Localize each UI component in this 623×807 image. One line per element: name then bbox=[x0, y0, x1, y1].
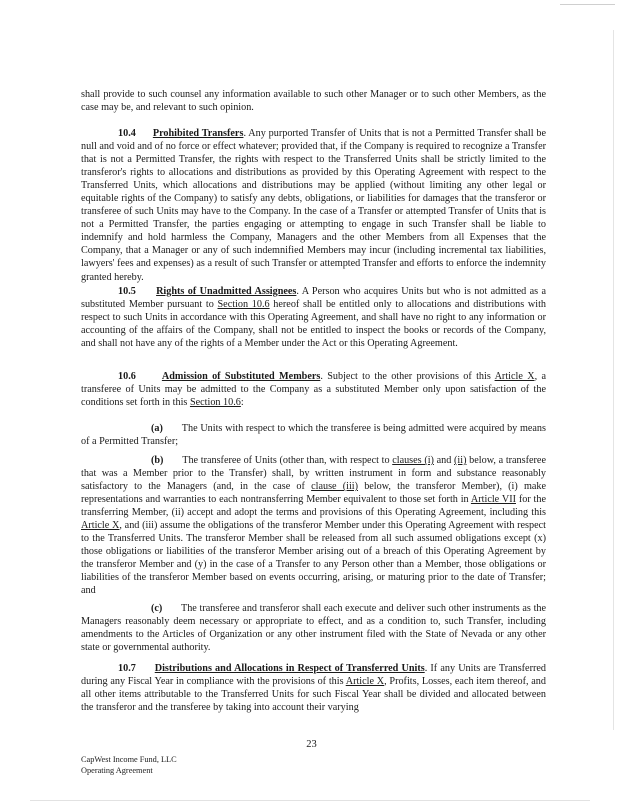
scan-artifact-bottom bbox=[30, 800, 590, 801]
section-number: 10.7 bbox=[118, 663, 136, 674]
cross-reference: Section 10.6 bbox=[189, 397, 241, 409]
cross-reference: Section 10.6 bbox=[217, 299, 270, 311]
cross-reference: Article X bbox=[345, 676, 385, 688]
subsection-10-6-b: (b) The transferee of Units (other than, with respect to clauses (i) and (ii) below, a transferee that was a Member prior to the Transfer) shall, by written instrument in form and substance reasonably satisfactory to the Managers (and, in the case of clause (iii) below, the transferor Member), (i) make representations and warranties to each nontransferring Member equivalent to those set forth in Article VII for the transferring Member, (ii) accept and adopt the terms and provisions of this Operating Agreement, including this Article X, and (iii) assume the obligations of the transferor Member under this Operating Agreement with respect to the Transferred Units. The transferor Member shall be released from all such assumed obligations except (x) those obligations or liabilities of the transferor Member arising out of a breach of this Operating Agreement by the transferor Member and (y) in the case of a Transfer to any Person other than a Member, those obligations or liabilities of the transferor Member based on events occurring, arising, or maturing prior to the date of Transfer; and bbox=[81, 455, 547, 597]
section-heading: Rights of Unadmitted Assignees bbox=[156, 286, 297, 297]
section-heading: Admission of Substituted Members bbox=[161, 371, 321, 382]
cross-reference: Article X bbox=[81, 520, 120, 532]
cross-reference: Article VII bbox=[470, 494, 516, 506]
section-number: 10.5 bbox=[118, 286, 136, 297]
paragraph-continuation: shall provide to such counsel any information available to such other Manager or to such other Members, as the case may be, and relevant to such opinion. bbox=[81, 89, 546, 114]
section-number: 10.6 bbox=[118, 371, 136, 382]
document-footer bbox=[81, 755, 177, 776]
subsection-label: (a) bbox=[151, 423, 163, 434]
section-10-7: 10.7 Distributions and Allocations in Respect of Transferred Units. If any Units are Transferred during any Fiscal Year in compliance with the provisions of this Article X, Profits, Losses, each item thereof, and all other items attributable to the Transferred Units for such Fiscal Year shall be divided and allocated between the transferor and the transferee by taking into account their varying bbox=[81, 663, 546, 714]
subsection-label: (b) bbox=[151, 455, 164, 466]
section-10-4: 10.4 Prohibited Transfers. Any purported Transfer of Units that is not a Permitted Transfer shall be null and void and of no force or effect whatever; provided that, if the Company is required to recognize a Transfer that is not a Permitted Transfer, the rights with respect to the Transferred Units shall be strictly limited to the transferor's rights to allocations and distributions as provided by this Operating Agreement with respect to the Transferred Units, which allocations and distributions may be applied (without limiting any other legal or equitable rights of the Company) to satisfy any debts, obligations, or liabilities for damages that the transferor or transferee of such Units may have to the Company. In the case of a Transfer or attempted Transfer of Units that is not a Permitted Transfer, the parties engaging or attempting to engage in such Transfer shall be liable to indemnify and hold harmless the Company, Managers and the other Members from all Expenses that the Company, that a Manager or any of such indemnified Members may incur (including incremental tax liabilities, lawyers' fees and expenses) as a result of such Transfer or attempted Transfer and efforts to enforce the indemnity granted hereby. bbox=[81, 128, 547, 283]
section-10-5: 10.5 Rights of Unadmitted Assignees. A Person who acquires Units but who is not admitted as a substituted Member pursuant to Section 10.6 hereof shall be entitled only to allocations and distributions with respect to such Units in accordance with this Operating Agreement, and shall have no right to any information or accounting of the affairs of the Company, shall not be entitled to inspect the books or records of the Company, and shall not have any of the rights of a Member under the Act or this Operating Agreement. bbox=[81, 286, 547, 350]
subsection-label: (c) bbox=[151, 603, 163, 614]
footer-document-title: Operating Agreement bbox=[81, 765, 153, 775]
subsection-10-6-a: (a) The Units with respect to which the transferee is being admitted were acquired by means of a Permitted Transfer; bbox=[81, 423, 546, 448]
section-10-6: 10.6 Admission of Substituted Members. Subject to the other provisions of this Article X, a transferee of Units may be admitted to the Company as a substituted Member only upon satisfaction of the conditions set forth in this Section 10.6: bbox=[81, 371, 546, 409]
cross-reference: clauses (i) bbox=[392, 455, 434, 466]
cross-reference: clause (iii) bbox=[311, 481, 359, 493]
cross-reference: Article X bbox=[494, 371, 535, 382]
section-heading: Distributions and Allocations in Respect of Transferred Units bbox=[154, 663, 425, 674]
page-number: 23 bbox=[306, 739, 317, 750]
scan-artifact-right bbox=[613, 30, 614, 730]
footer-company-name: CapWest Income Fund, LLC bbox=[81, 755, 177, 764]
cross-reference: (ii) bbox=[454, 455, 467, 466]
section-number: 10.4 bbox=[118, 128, 136, 139]
scan-artifact-top bbox=[560, 4, 615, 5]
subsection-10-6-c: (c) The transferee and transferor shall each execute and deliver such other instruments as the Managers reasonably deem necessary or appropriate to effect, and as a condition to, such Transfer, including amendments to the Articles of Organization or any other instrument filed with the State of Nevada or any other state or governmental authority. bbox=[81, 603, 547, 654]
section-heading: Prohibited Transfers bbox=[152, 128, 244, 139]
